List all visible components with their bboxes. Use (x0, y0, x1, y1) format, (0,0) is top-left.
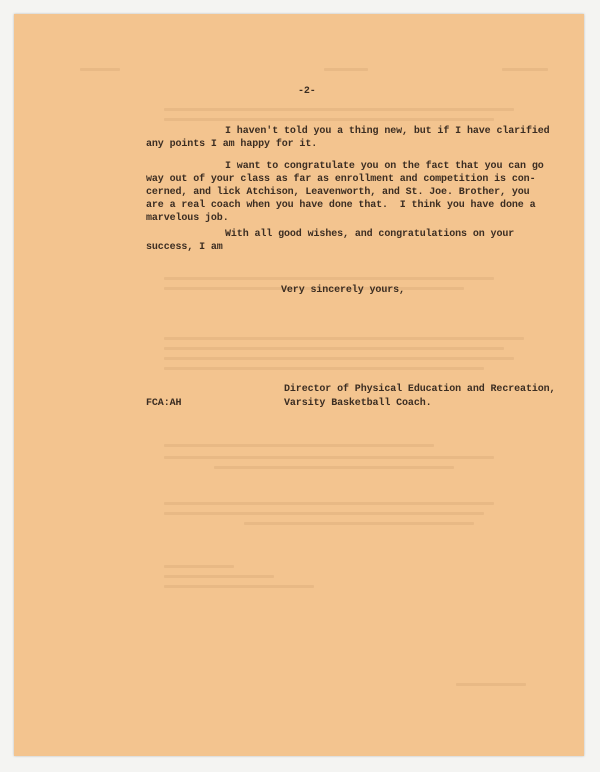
paragraph-3-line-2: success, I am (146, 242, 223, 253)
paragraph-2-line-5: marvelous job. (146, 213, 229, 224)
paragraph-2-line-3: cerned, and lick Atchison, Leavenworth, and St. Joe. Brother, you (146, 187, 530, 198)
paragraph-1-line-1: I haven't told you a thing new, but if I have clarified (225, 126, 550, 137)
paragraph-1-line-2: any points I am happy for it. (146, 139, 318, 150)
paragraph-2-line-1: I want to congratulate you on the fact that you can go (225, 161, 544, 172)
paragraph-2-line-2: way out of your class as far as enrollment and competition is con- (146, 174, 536, 185)
closing: Very sincerely yours, (281, 285, 405, 296)
initials: FCA:AH (146, 398, 182, 409)
page-number: -2- (298, 86, 316, 97)
signature-title-2: Varsity Basketball Coach. (284, 398, 432, 409)
signature-title-1: Director of Physical Education and Recreation, (284, 384, 556, 395)
paragraph-3-line-1: With all good wishes, and congratulations on your (225, 229, 515, 240)
paragraph-2-line-4: are a real coach when you have done that. I think you have done a (146, 200, 536, 211)
letter-page (14, 14, 584, 756)
